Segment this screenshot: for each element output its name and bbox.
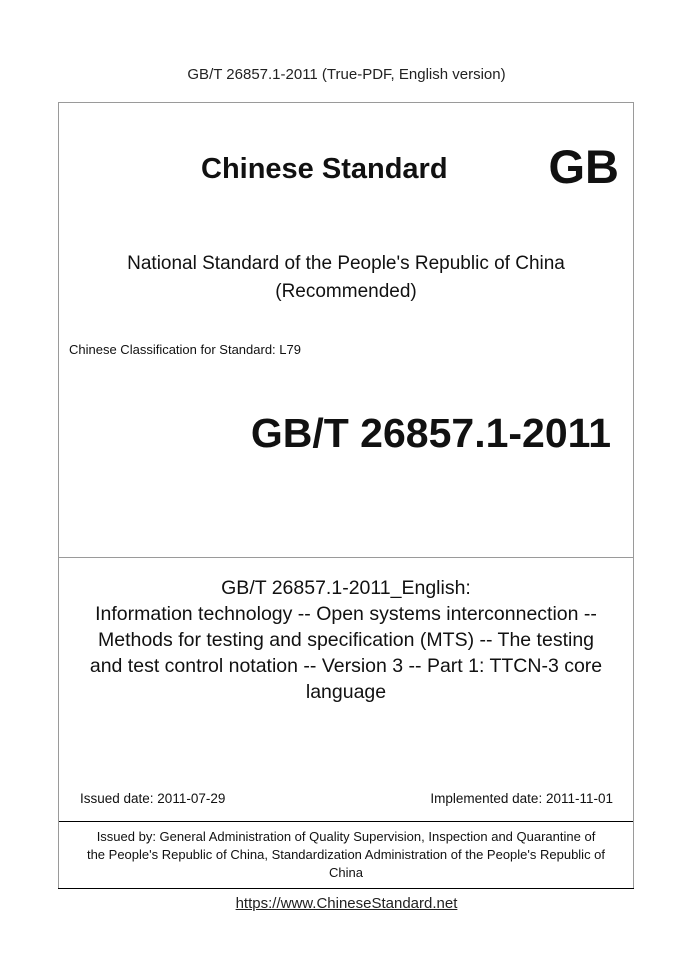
issuer-section	[59, 821, 633, 888]
english-title-line: Information technology -- Open systems interconnection --	[95, 603, 597, 625]
recommended-label: (Recommended)	[275, 281, 417, 302]
english-title-line: Methods for testing and specification (MTS) -- The testing	[97, 629, 595, 651]
english-title	[59, 575, 633, 705]
english-title-line: and test control notation -- Version 3 -- Part 1: TTCN-3 core	[89, 655, 603, 677]
cover-top-section	[59, 103, 633, 557]
brand-code: GB	[548, 140, 619, 193]
implemented-date: Implemented date: 2011-11-01	[430, 791, 613, 806]
standard-number: GB/T 26857.1-2011	[250, 410, 611, 456]
issuer-text	[59, 828, 633, 882]
issuer-line: China	[329, 865, 363, 880]
frame-bottom-border	[58, 888, 634, 889]
national-standard-heading	[59, 250, 633, 306]
classification-label: Chinese Classification for Standard: L79	[69, 342, 301, 357]
cover-frame	[58, 102, 634, 889]
brand-title: Chinese Standard	[201, 153, 448, 185]
national-standard-line: National Standard of the People's Republic of China	[127, 253, 565, 274]
english-title-line: GB/T 26857.1-2011_English:	[221, 577, 471, 599]
issuer-line: the People's Republic of China, Standardization Administration of the People's Republic of	[86, 847, 606, 862]
english-title-line: language	[305, 681, 387, 703]
document-header: GB/T 26857.1-2011 (True-PDF, English version)	[187, 66, 506, 83]
issuer-line: Issued by: General Administration of Quality Supervision, Inspection and Quarantine of	[96, 829, 596, 844]
issued-date: Issued date: 2011-07-29	[80, 791, 226, 806]
website-link[interactable]: https://www.ChineseStandard.net	[235, 895, 458, 912]
